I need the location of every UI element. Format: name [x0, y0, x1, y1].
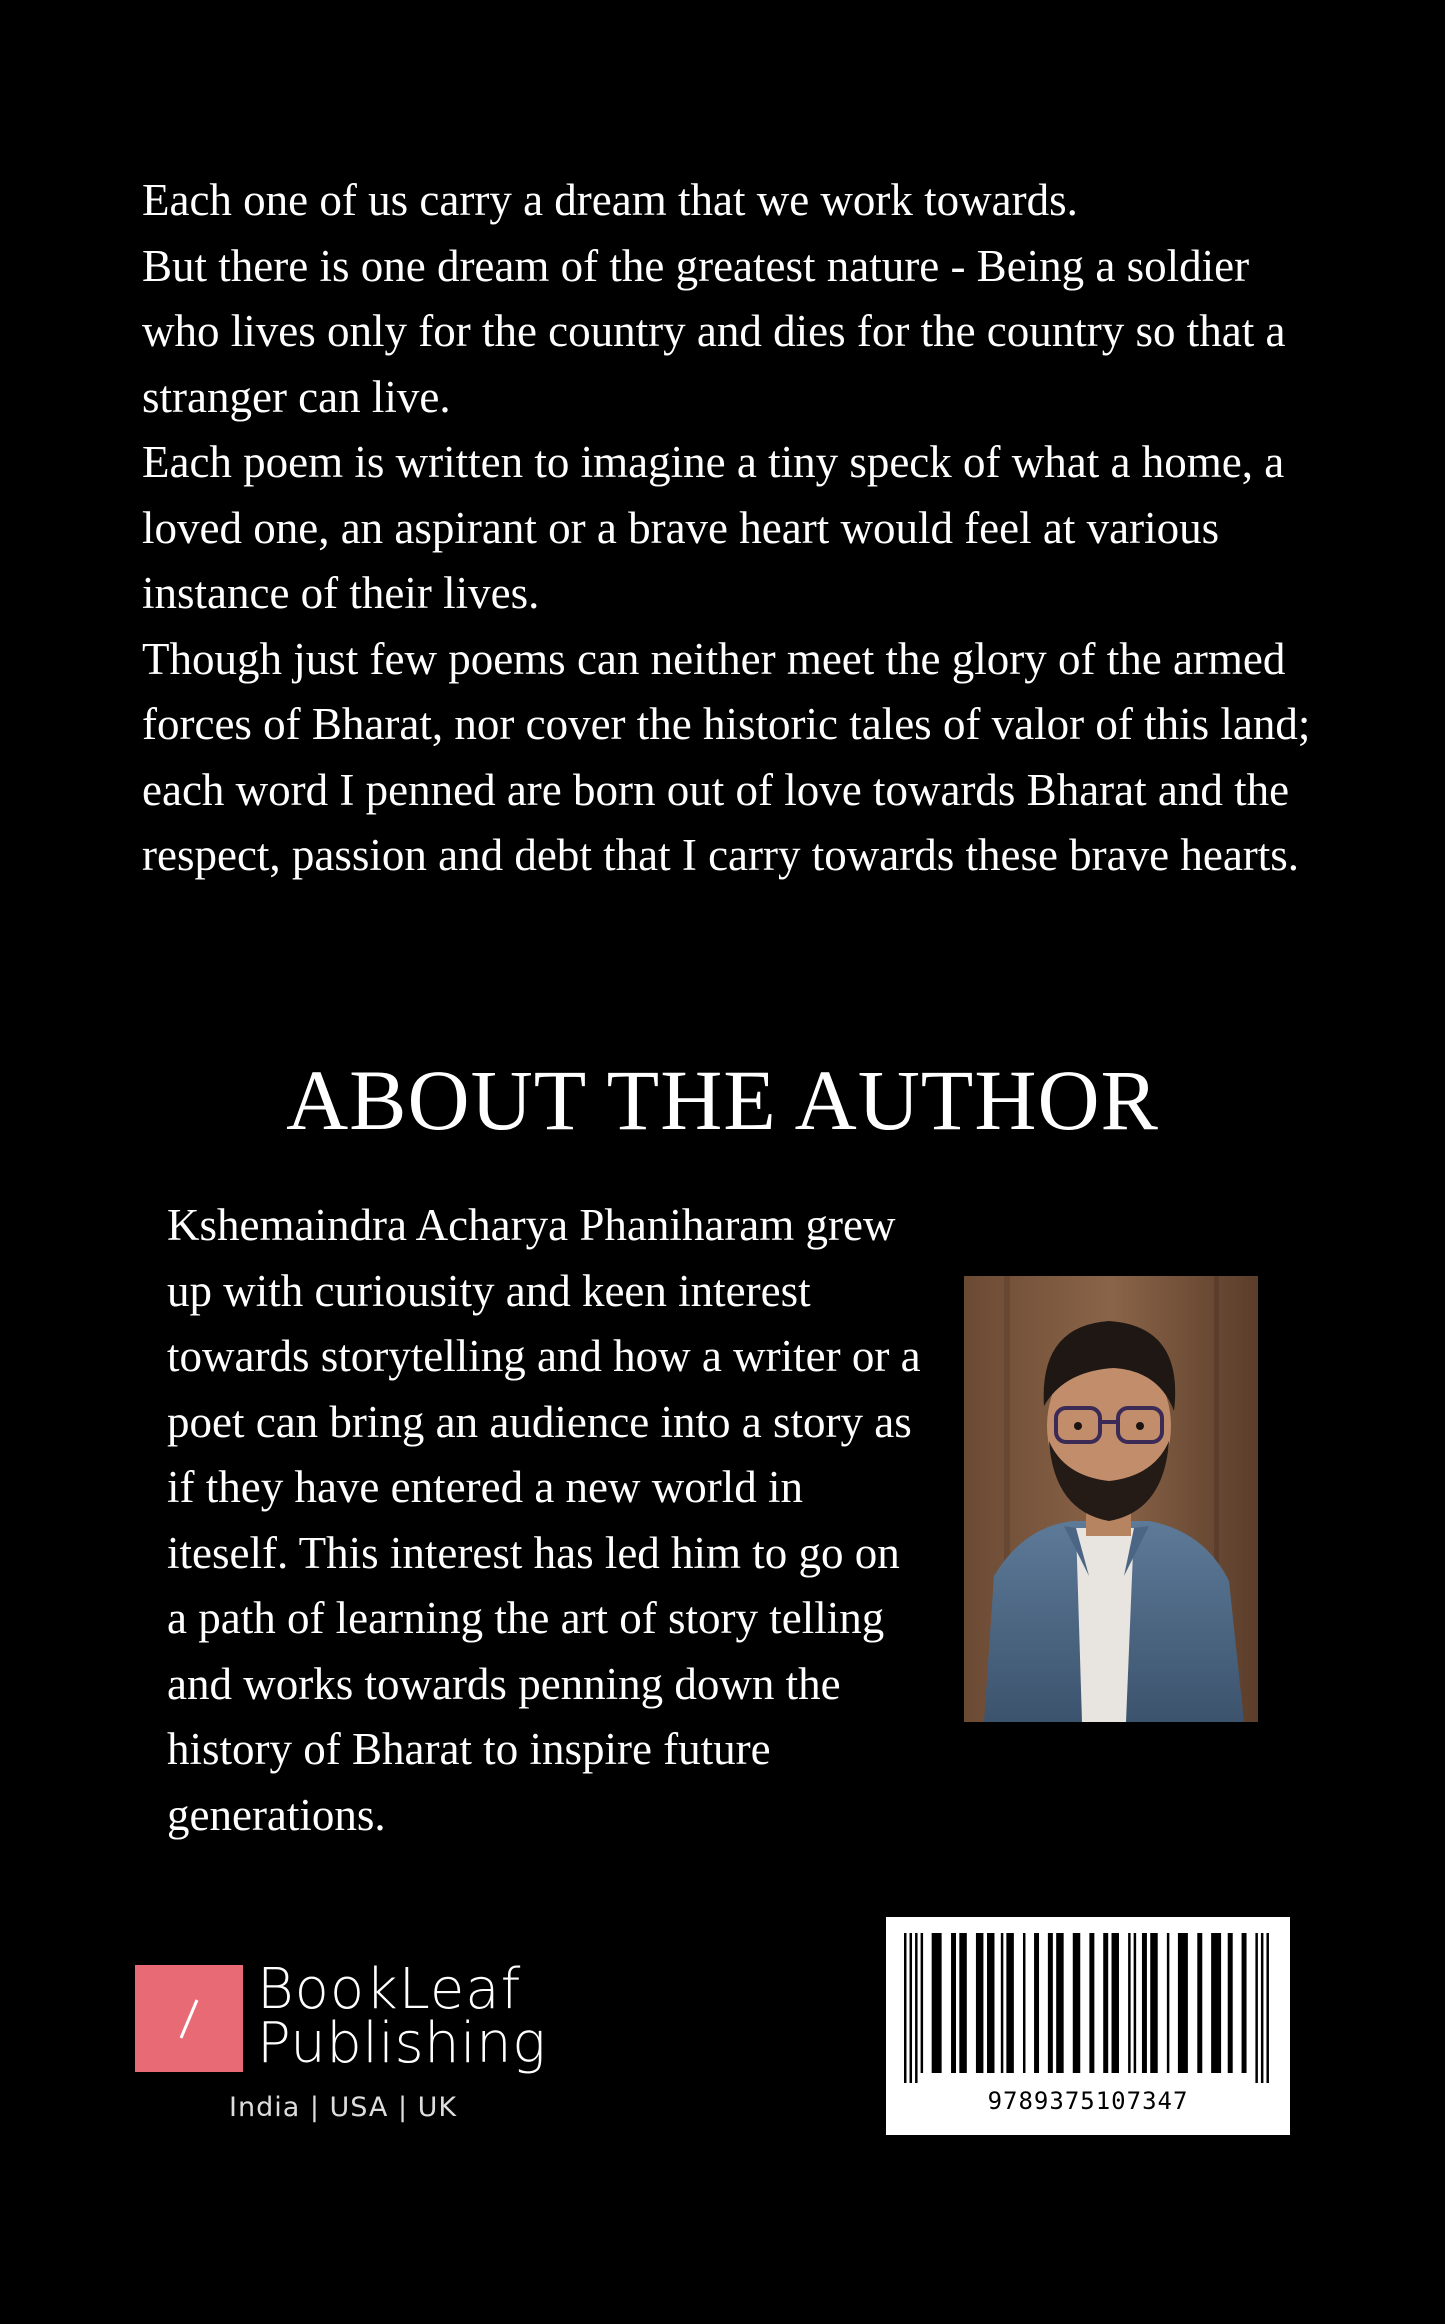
barcode-bar	[932, 1933, 942, 2073]
barcode-bars	[904, 1933, 1272, 2083]
barcode-bar	[915, 1933, 917, 2083]
barcode-bar	[1134, 1933, 1136, 2073]
publisher-name-line1: BookLeaf	[257, 1957, 522, 2022]
barcode-bar	[1006, 1933, 1013, 2073]
barcode-bar	[1023, 1933, 1025, 2073]
publisher-regions: India | USA | UK	[229, 2092, 458, 2123]
isbn-barcode	[886, 1917, 1290, 2135]
barcode-bar	[1255, 1933, 1257, 2083]
bookleaf-publishing-logo	[135, 1957, 547, 2132]
barcode-bar	[1211, 1933, 1221, 2073]
barcode-bar	[1178, 1933, 1188, 2073]
barcode-bar	[1056, 1933, 1063, 2073]
isbn-number: 9789375107347	[987, 2087, 1189, 2115]
barcode-bar	[1266, 1933, 1268, 2083]
barcode-bar	[951, 1933, 956, 2073]
blurb-paragraph: Each one of us carry a dream that we work towards.	[142, 175, 1078, 225]
slash-icon	[135, 1965, 243, 2072]
barcode-bar	[1073, 1933, 1080, 2073]
barcode-bar	[1034, 1933, 1039, 2073]
barcode-bar	[1167, 1933, 1169, 2073]
barcode-bar	[1242, 1933, 1247, 2073]
barcode-bar	[1261, 1933, 1263, 2083]
barcode-bar	[904, 1933, 906, 2083]
author-photo	[964, 1276, 1258, 1722]
barcode-bar	[1150, 1933, 1157, 2073]
barcode-bar	[1142, 1933, 1147, 2073]
blurb-paragraph: But there is one dream of the greatest nature - Being a soldier who lives only for the country and dies for the country so that a stranger can live.	[142, 240, 1286, 422]
barcode-bar	[910, 1933, 912, 2083]
blurb-text	[142, 168, 1322, 889]
logo-mark	[135, 1965, 243, 2072]
barcode-bar	[1197, 1933, 1202, 2073]
barcode-bar	[1112, 1933, 1119, 2073]
blurb-paragraph: Though just few poems can neither meet the glory of the armed forces of Bharat, nor cover the historic tales of valor of this land; each word I penned are born out of love towards Bharat and the respect, passion and debt that I carry towards these brave hearts.	[142, 633, 1311, 880]
author-bio: Kshemaindra Acharya Phaniharam grew up with curiousity and keen interest towards storytelling and how a writer or a poet can bring an audience into a story as if they have entered a new world in iteself. This interest has led him to go on a path of learning the art of story telling and works towards penning down the history of Bharat to inspire future generations.	[167, 1200, 921, 1840]
barcode-bar	[1103, 1933, 1108, 2073]
blurb-paragraph: Each poem is written to imagine a tiny speck of what a home, a loved one, an aspirant or a brave heart would feel at various instance of their lives.	[142, 437, 1285, 618]
barcode-bar	[921, 1933, 923, 2073]
barcode-bar	[1128, 1933, 1130, 2073]
barcode-bar	[987, 1933, 994, 2073]
barcode-bar	[1001, 1933, 1003, 2073]
barcode-bar	[1089, 1933, 1094, 2073]
barcode-bar	[1048, 1933, 1053, 2073]
barcode-bar	[1228, 1933, 1233, 2073]
about-author-heading: ABOUT THE AUTHOR	[286, 1052, 1159, 1148]
barcode-bar	[976, 1933, 983, 2073]
publisher-name-line2: Publishing	[257, 2011, 547, 2076]
barcode-bar	[959, 1933, 966, 2073]
